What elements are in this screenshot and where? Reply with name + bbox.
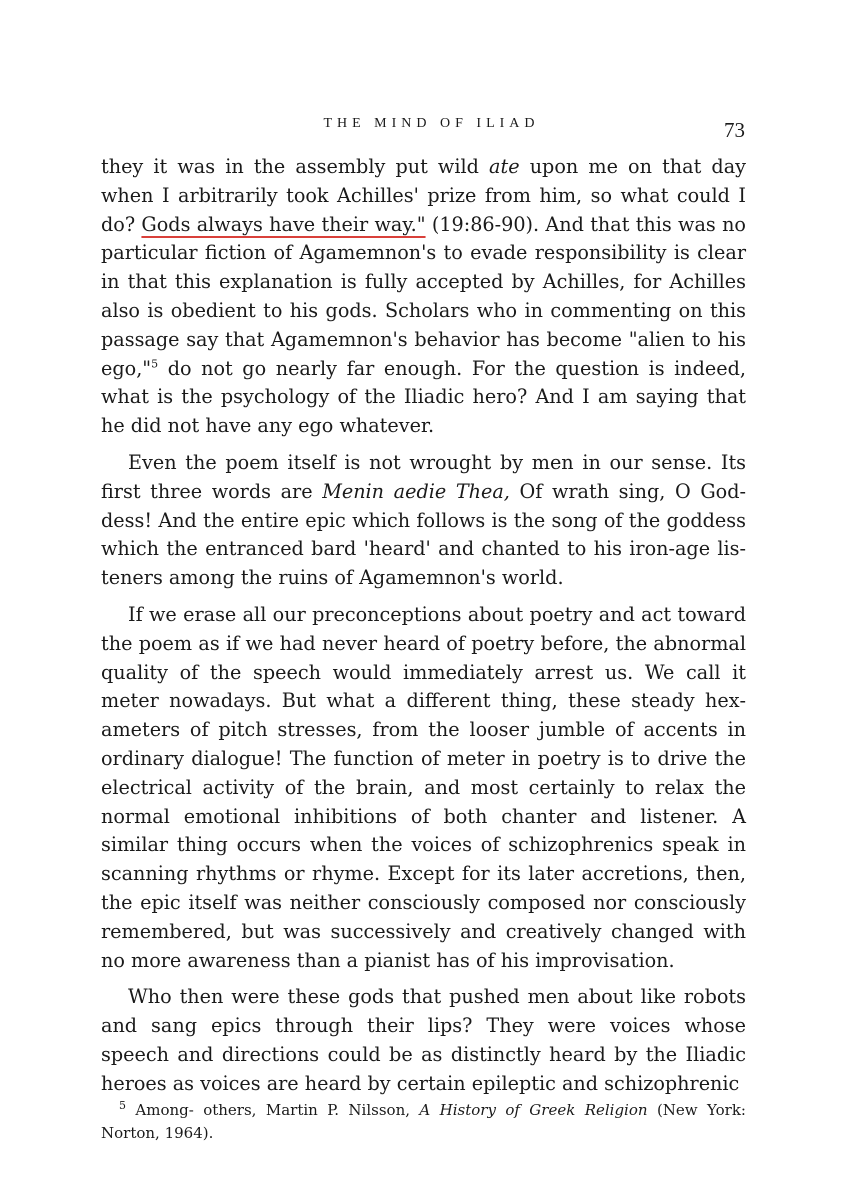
paragraph-2: [101, 449, 746, 593]
body-text: [101, 153, 746, 1107]
paragraph-1: [101, 153, 746, 441]
p2-text-b: Of wrath sing, O Goddess! And the entire epic which follows is the song of the goddess which the entranced bard 'heard' and chanted to his iron-age listeners among the ruins of Agamemnon's world.: [101, 479, 746, 590]
p1-text-b: upon me on that day when I arbitrarily took Achilles' prize from him, so what could I do?: [101, 155, 746, 236]
p1-text-d: do not go nearly far enough. For the question is indeed, what is the psychology of the Iliadic hero? And I am saying that he did not have any ego whatever.: [101, 356, 746, 438]
running-title: THE MIND OF ILIAD: [323, 116, 540, 131]
p2-text-a: Even the poem itself is not wrought by men in our sense. Its first three words are: [101, 450, 746, 503]
p2-italic-title: Menin aedie Thea,: [322, 479, 510, 503]
footnote-reference[interactable]: 5: [151, 357, 159, 371]
footnote-book-title: A History of Greek Religion: [419, 1101, 648, 1119]
footnote: [101, 1099, 746, 1145]
p1-italic-ate: ate: [489, 155, 520, 178]
footnote-mark: 5: [119, 1099, 126, 1112]
p1-text-c: (19:86-90). And that this was no particular fiction of Agamemnon's to evade responsibility is clear in that this explanation is fully accepted by Achilles, for Achilles also is obedient to his gods. Scholars who in commenting on this passage say that Agamemnon's behavior has become "alien to his ego,": [101, 212, 746, 380]
footnote-text-b: (New York: Norton, 1964).: [101, 1101, 746, 1142]
page-number: 73: [724, 118, 745, 142]
footnote-text-a: Among- others, Martin P. Nilsson,: [126, 1101, 420, 1119]
p1-text-a: they it was in the assembly put wild: [101, 155, 490, 178]
paragraph-3: If we erase all our preconceptions about poetry and act toward the poem as if we had never heard of poetry before, the abnormal quality of the speech would immediately arrest us. We call it meter nowadays. But what a different thing, these steady hexameters of pitch stresses, from the looser jumble of accents in ordinary dialogue! The function of meter in poetry is to drive the electrical activity of the brain, and most certainly to relax the normal emotional inhibitions of both chanter and listener. A similar thing occurs when the voices of schizophrenics speak in scanning rhythms or rhyme. Except for its later accretions, then, the epic itself was neither consciously composed nor consciously remembered, but was successively and creatively changed with no more awareness than a pianist has of his improvisation.: [101, 602, 746, 972]
paragraph-4: Who then were these gods that pushed men about like robots and sang epics through their lips? They were voices whose speech and directions could be as distinctly heard by the Iliadic heroes as voices are heard by certain epileptic and schizophrenic: [101, 985, 746, 1095]
underlined-quote: Gods always have their way.": [141, 212, 426, 236]
